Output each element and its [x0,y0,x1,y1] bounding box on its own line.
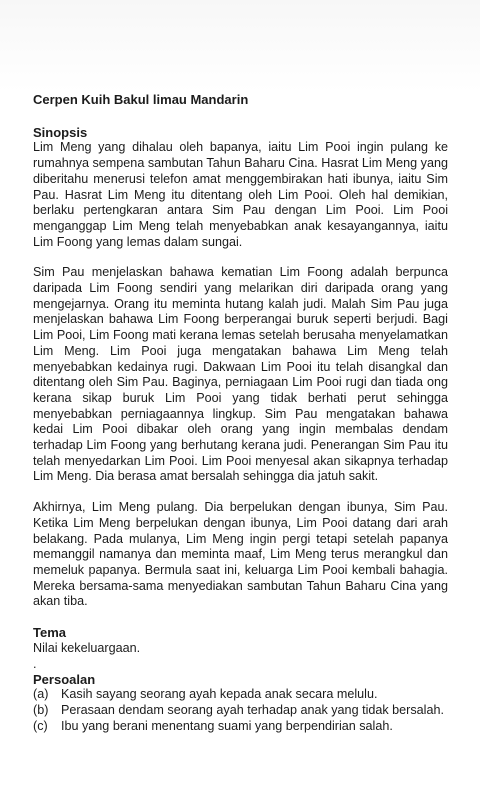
sinopsis-paragraph-1: Lim Meng yang dihalau oleh bapanya, iaitu Lim Pooi ingin pulang ke rumahnya sempena sambutan Tahun Baharu Cina. Hasrat Lim Meng yang diberitahu menerusi telefon amat menggembirakan hati ibunya, iaitu Sim Pau. Hasrat Lim Meng itu ditentang oleh Lim Pooi. Oleh hal demikian, berlaku pertengkaran antara Sim Pau dengan Lim Pooi. Lim Pooi menganggap Lim Meng telah menyebabkan anak kesayangannya, iaitu Lim Foong yang lemas dalam sungai. [33,140,448,249]
tema-text: Nilai kekeluargaan. [33,640,141,655]
list-item-text: Perasaan dendam seorang ayah terhadap anak yang tidak bersalah. [61,702,444,717]
sinopsis-heading: Sinopsis [33,124,88,140]
tema-trailing-mark: . [33,656,37,671]
list-marker: (b) [33,702,49,717]
persoalan-heading: Persoalan [33,671,96,687]
sinopsis-paragraph-2: Sim Pau menjelaskan bahawa kematian Lim Foong adalah berpunca daripada Lim Foong sendiri yang melarikan diri daripada orang yang mengejarnya. Orang itu meminta hutang kalah judi. Malah Sim Pau juga menjelaskan bahawa Lim Foong berperangai buruk seperti berjudi. Bagi Lim Pooi, Lim Foong mati kerana lemas setelah berusaha menyelamatkan Lim Meng. Lim Pooi juga mengatakan bahawa Lim Meng telah menyebabkan kedainya rugi. Dakwaan Lim Pooi itu telah disangkal dan ditentang oleh Sim Pau. Baginya, perniagaan Lim Pooi rugi dan tiada ong kerana sikap buruk Lim Pooi yang tidak berhati perut sehingga menyebabkan perniagaannya lingkup. Sim Pau mengatakan bahawa kedai Lim Pooi dibakar oleh orang yang ingin membalas dendam terhadap Lim Foong yang berhutang kerana judi. Penerangan Sim Pau itu telah menyedarkan Lim Pooi. Lim Pooi menyesal akan sikapnya terhadap Lim Meng. Dia berasa amat bersalah sehingga dia jatuh sakit. [33,265,448,484]
persoalan-item-c [33,719,448,735]
list-marker: (c) [33,718,48,733]
sinopsis-paragraph-3: Akhirnya, Lim Meng pulang. Dia berpelukan dengan ibunya, Sim Pau. Ketika Lim Meng berpelukan dengan ibunya, Lim Pooi datang dari arah belakang. Pada mulanya, Lim Meng ingin pergi tetapi setelah papanya memanggil namanya dan meminta maaf, Lim Meng terus merangkul dan memeluk papanya. Bermula saat ini, keluarga Lim Pooi kembali bahagia. Mereka bersama-sama menyediakan sambutan Tahun Baharu Cina yang akan tiba. [33,500,448,609]
document-page [33,92,448,734]
list-marker: (a) [33,687,49,702]
tema-heading: Tema [33,625,66,641]
persoalan-list [33,687,448,734]
list-item-text: Kasih sayang seorang ayah kepada anak secara melulu. [61,687,378,702]
list-item-text: Ibu yang berani menentang suami yang berpendirian salah. [61,718,393,733]
persoalan-item-b [33,703,448,719]
document-title: Cerpen Kuih Bakul limau Mandarin [33,92,249,107]
page-top-margin [0,0,480,92]
persoalan-item-a [33,687,448,703]
